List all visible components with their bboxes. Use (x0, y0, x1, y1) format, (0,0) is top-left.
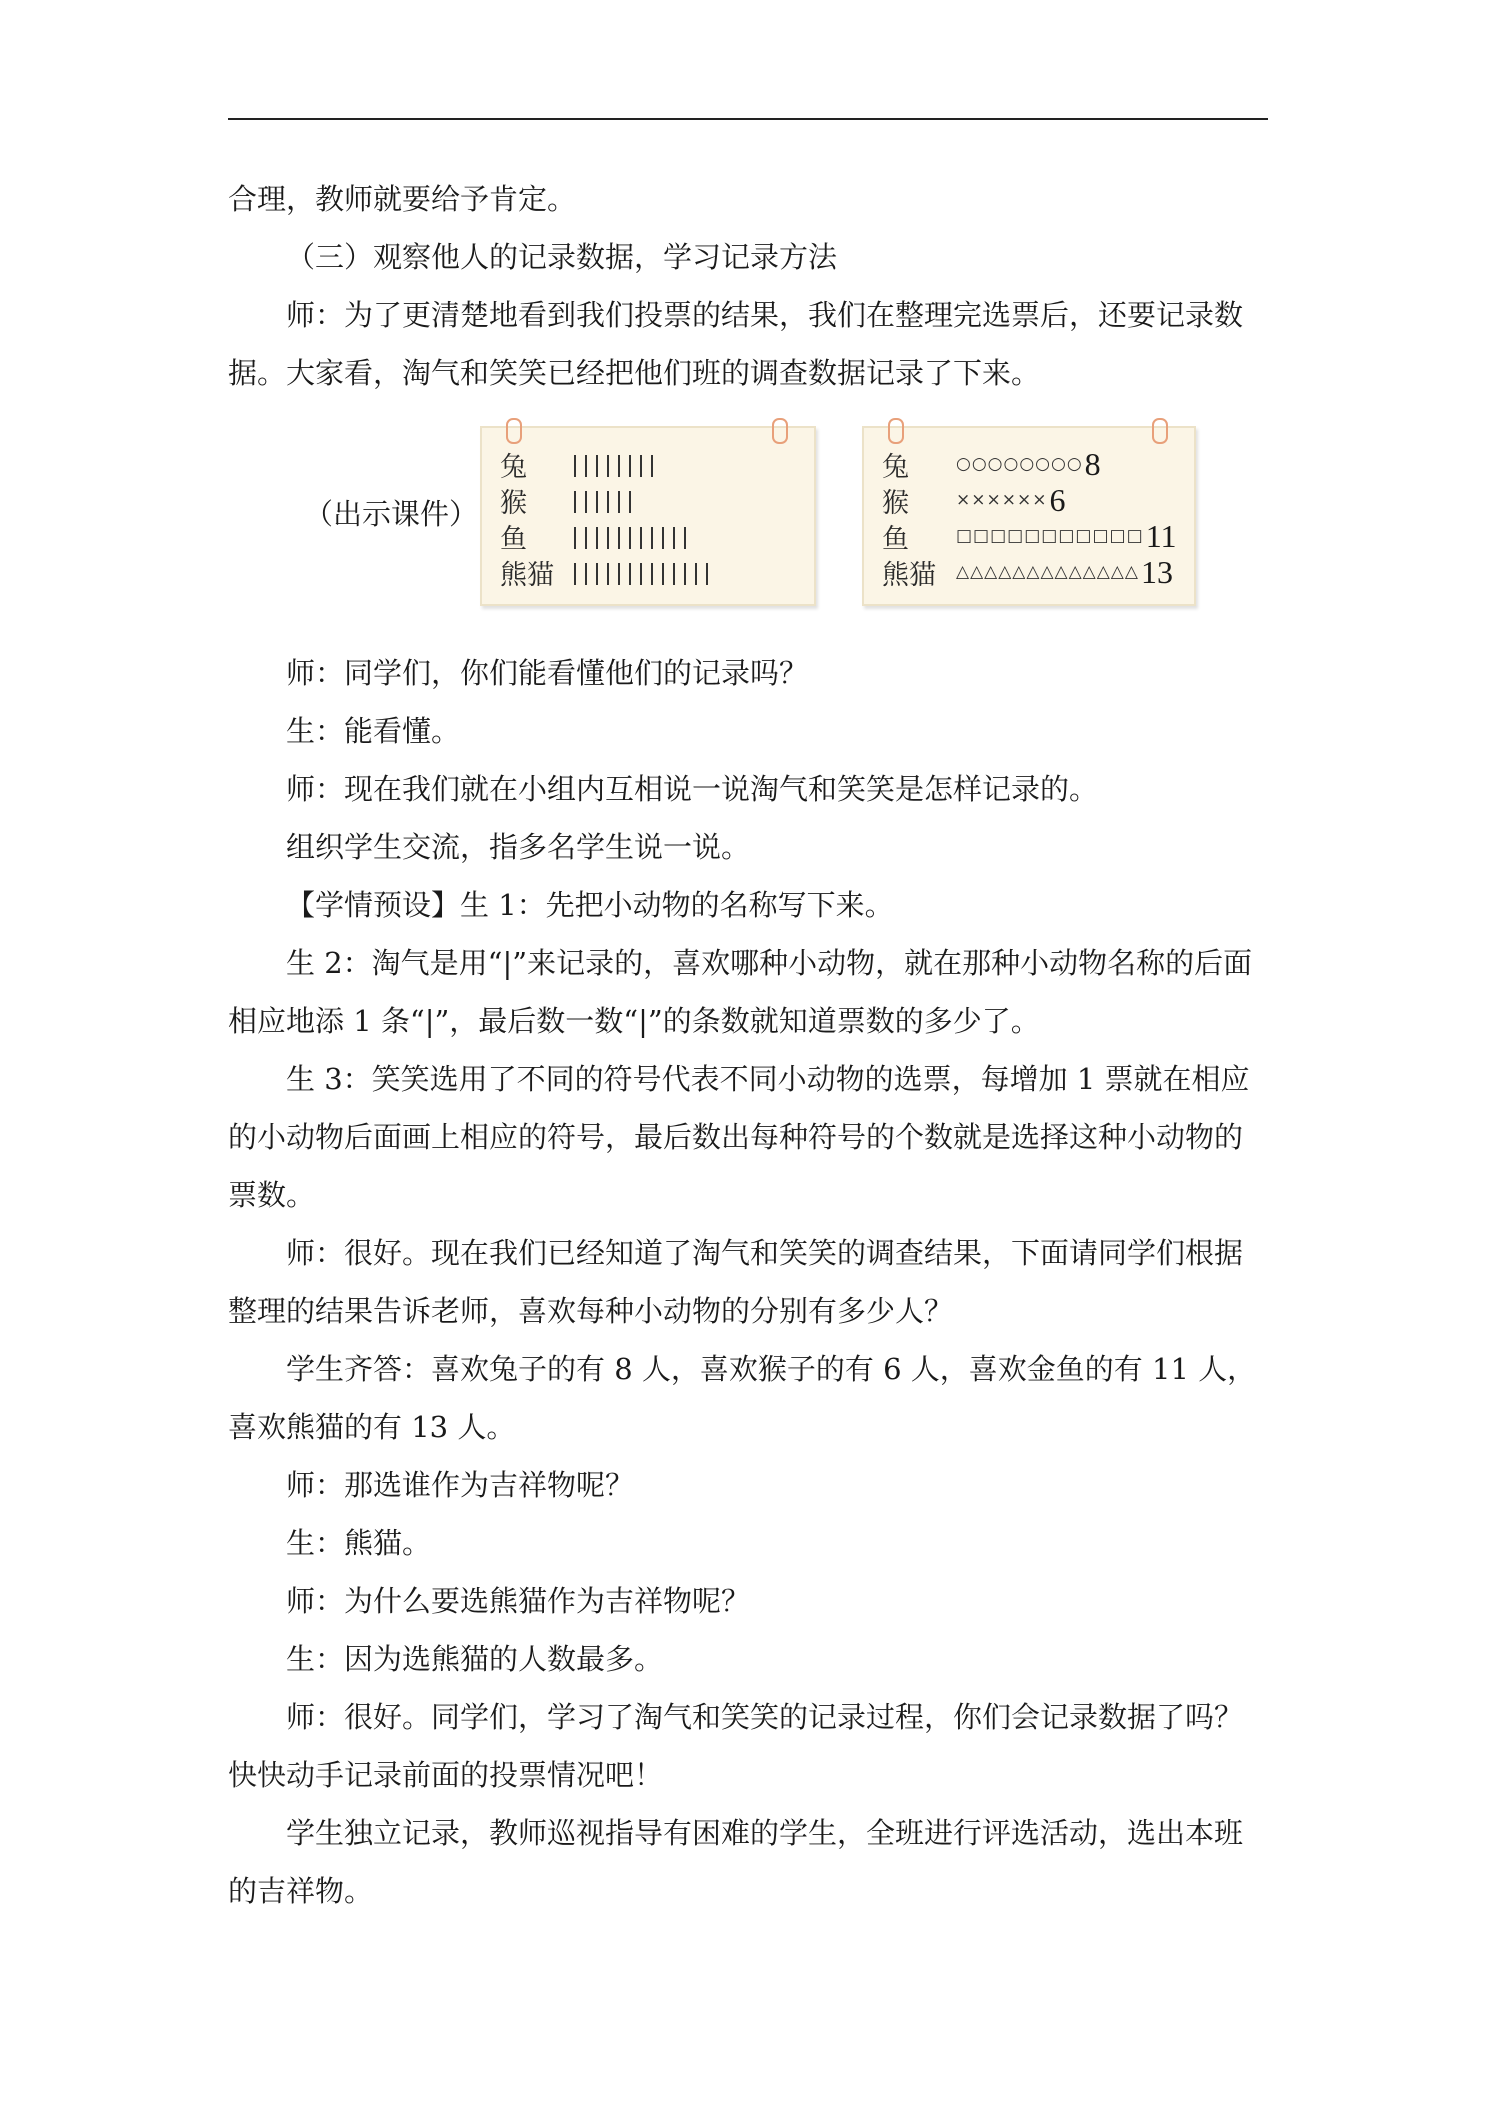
tally-mark (607, 455, 609, 477)
tally-mark (651, 455, 653, 477)
animal-name: 猴 (500, 487, 527, 519)
tally-marks (574, 555, 717, 589)
paragraph: 师：为什么要选熊猫作为吉祥物呢？ (286, 1584, 751, 1618)
tally-mark (673, 563, 675, 585)
tally-mark (596, 527, 598, 549)
paperclip-icon (1152, 418, 1168, 444)
tally-mark (607, 563, 609, 585)
animal-name: 熊猫 (500, 559, 554, 591)
header-rule (228, 118, 1268, 120)
paragraph: 生：熊猫。 (286, 1526, 432, 1560)
tally-mark (651, 563, 653, 585)
tally-mark (640, 527, 642, 549)
tally-marks (574, 483, 640, 517)
paragraph: 师：很好。同学们，学习了淘气和笑笑的记录过程，你们会记录数据了吗？快快动手记录前面的投票情况吧！ (228, 1700, 1244, 1792)
symbol-marks: □□□□□□□□□□□ (956, 526, 1144, 546)
tally-mark (607, 527, 609, 549)
tally-row (500, 554, 717, 590)
paperclip-icon (772, 418, 788, 444)
symbol-row (882, 446, 1101, 482)
tally-mark (596, 455, 598, 477)
tally-mark (585, 563, 587, 585)
tally-mark (629, 527, 631, 549)
paragraph: 师：很好。现在我们已经知道了淘气和笑笑的调查结果，下面请同学们根据整理的结果告诉老师，喜欢每种小动物的分别有多少人？ (228, 1236, 1244, 1328)
paperclip-icon (888, 418, 904, 444)
vote-total: 11 (1145, 517, 1177, 554)
paragraph: 合理，教师就要给予肯定。 (228, 182, 577, 216)
tally-row (500, 446, 662, 482)
tally-mark (596, 563, 598, 585)
tally-mark (673, 527, 675, 549)
paragraph: 学生独立记录，教师巡视指导有困难的学生，全班进行评选活动，选出本班的吉祥物。 (228, 1816, 1244, 1908)
paragraph: 师：为了更清楚地看到我们投票的结果，我们在整理完选票后，还要记录数据。大家看，淘气和笑笑已经把他们班的调查数据记录了下来。 (228, 298, 1244, 390)
figure-caption: （出示课件） (304, 497, 479, 531)
tally-mark (629, 491, 631, 513)
vote-total: 8 (1084, 445, 1101, 482)
tally-marks (574, 519, 695, 553)
tally-mark (618, 491, 620, 513)
tally-mark (662, 563, 664, 585)
tally-mark (629, 455, 631, 477)
tally-row (500, 482, 640, 518)
tally-mark (684, 563, 686, 585)
tally-record-card (480, 426, 816, 606)
tally-mark (596, 491, 598, 513)
paragraph: 【学情预设】生 1：先把小动物的名称写下来。 (286, 888, 894, 922)
symbol-record-card (862, 426, 1196, 606)
document-body (228, 170, 1268, 1920)
tally-mark (607, 491, 609, 513)
tally-mark (651, 527, 653, 549)
tally-mark (585, 491, 587, 513)
tally-mark (618, 527, 620, 549)
tally-mark (574, 563, 576, 585)
vote-total: 6 (1049, 481, 1066, 518)
paragraph: 师：现在我们就在小组内互相说一说淘气和笑笑是怎样记录的。 (286, 772, 1099, 806)
paragraph: 生：能看懂。 (286, 714, 461, 748)
tally-mark (662, 527, 664, 549)
symbol-marks: ×××××× (956, 490, 1048, 510)
tally-mark (574, 527, 576, 549)
animal-name: 猴 (882, 487, 909, 519)
vote-total: 13 (1140, 553, 1173, 590)
tally-mark (618, 563, 620, 585)
paragraph: 生 2：淘气是用“|”来记录的，喜欢哪种小动物，就在那种小动物名称的后面相应地添 1 条“|”，最后数一数“|”的条数就知道票数的多少了。 (228, 946, 1253, 1038)
tally-mark (640, 563, 642, 585)
animal-name: 兔 (500, 451, 527, 483)
paragraph: 生 3：笑笑选用了不同的符号代表不同小动物的选票，每增加 1 票就在相应的小动物后面画上相应的符号，最后数出每种符号的个数就是选择这种小动物的票数。 (228, 1062, 1250, 1212)
animal-name: 鱼 (882, 523, 909, 555)
tally-marks (574, 447, 662, 481)
paperclip-icon (506, 418, 522, 444)
symbol-marks: ○○○○○○○○ (956, 454, 1083, 474)
symbol-row (882, 482, 1065, 518)
paragraph: 学生齐答：喜欢兔子的有 8 人，喜欢猴子的有 6 人，喜欢金鱼的有 11 人，喜欢熊猫的有 13 人。 (228, 1352, 1257, 1444)
courseware-figure (228, 414, 1268, 642)
tally-mark (684, 527, 686, 549)
tally-mark (618, 455, 620, 477)
paragraph: 师：同学们，你们能看懂他们的记录吗？ (286, 656, 809, 690)
paragraph: 组织学生交流，指多名学生说一说。 (286, 830, 751, 864)
tally-mark (640, 455, 642, 477)
paragraph: （三）观察他人的记录数据，学习记录方法 (286, 240, 838, 274)
tally-mark (629, 563, 631, 585)
tally-row (500, 518, 695, 554)
symbol-row (882, 554, 1173, 590)
paragraphs-after (228, 644, 1268, 1920)
animal-name: 熊猫 (882, 559, 936, 591)
animal-name: 鱼 (500, 523, 527, 555)
tally-mark (585, 527, 587, 549)
tally-mark (574, 455, 576, 477)
paragraph: 师：那选谁作为吉祥物呢？ (286, 1468, 635, 1502)
tally-mark (706, 563, 708, 585)
tally-mark (695, 563, 697, 585)
tally-mark (574, 491, 576, 513)
animal-name: 兔 (882, 451, 909, 483)
paragraphs-before (228, 170, 1268, 402)
symbol-marks: △△△△△△△△△△△△△ (956, 562, 1139, 582)
symbol-row (882, 518, 1177, 554)
tally-mark (585, 455, 587, 477)
paragraph: 生：因为选熊猫的人数最多。 (286, 1642, 664, 1676)
